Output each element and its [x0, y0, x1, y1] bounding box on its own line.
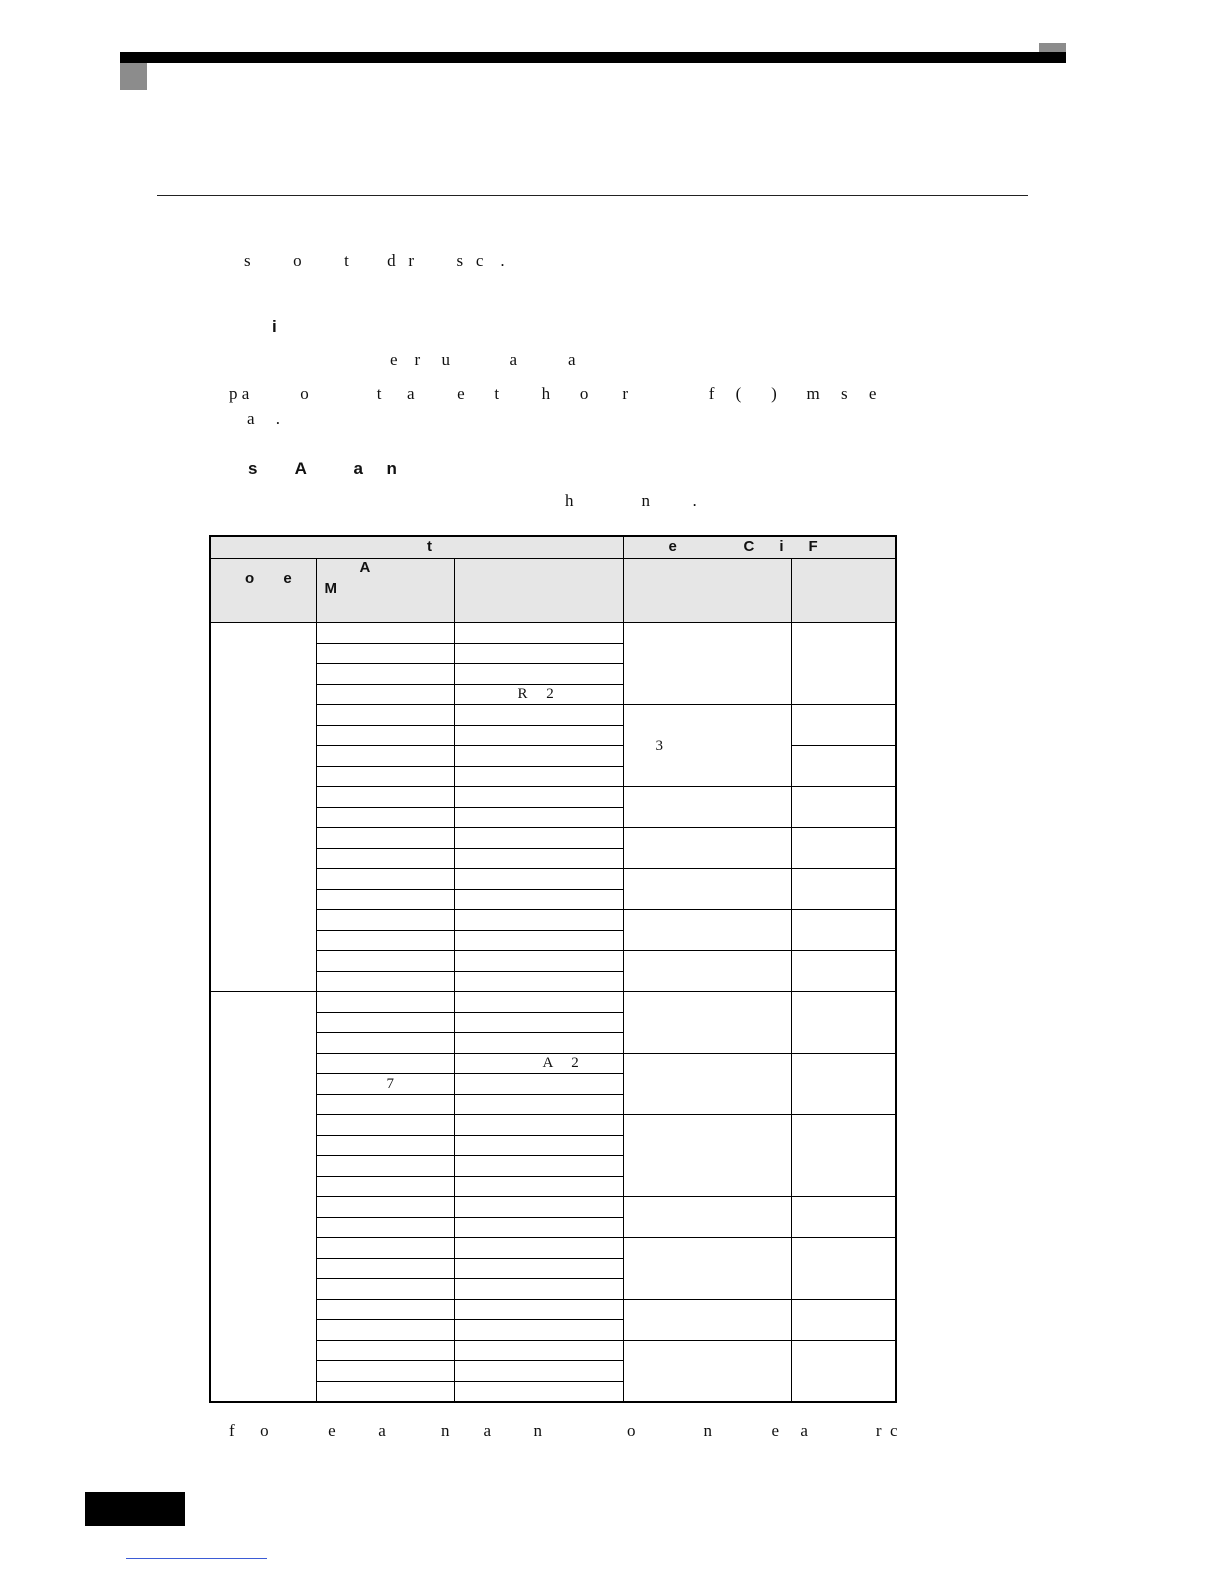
- table-cell: [316, 1053, 454, 1074]
- table-cell: [454, 971, 623, 992]
- table-cell: [791, 951, 896, 992]
- table-cell: [454, 725, 623, 746]
- table-cell: [454, 1299, 623, 1320]
- table-cell: [454, 951, 623, 972]
- table-cell: [316, 787, 454, 808]
- table-cell: [316, 1094, 454, 1115]
- table-cell: [791, 910, 896, 951]
- paragraph-2-line-2: p a o t a e t h o r f ( ) m s e: [229, 384, 877, 403]
- table-cell: [316, 1340, 454, 1361]
- table-cell: [454, 1381, 623, 1402]
- table-cell: [623, 1299, 791, 1340]
- table-cell: [316, 1238, 454, 1259]
- table-cell: [454, 787, 623, 808]
- table-cell: [454, 807, 623, 828]
- table-cell: [316, 1217, 454, 1238]
- table-cell: [316, 705, 454, 726]
- table-cell: [316, 1033, 454, 1054]
- table-cell: [316, 1361, 454, 1382]
- page-number-block: [85, 1492, 185, 1526]
- table-cell: [791, 1053, 896, 1115]
- corner-tab-top-left: [120, 63, 147, 90]
- table-cell: [623, 828, 791, 869]
- table-cell: [454, 705, 623, 726]
- table-cell: [454, 910, 623, 931]
- table-cell: [454, 1361, 623, 1382]
- table-cell: [316, 1299, 454, 1320]
- table-cell: [316, 766, 454, 787]
- table-cell: [316, 746, 454, 767]
- table-cell: [791, 1340, 896, 1402]
- table-footnote: f o e a n a n o n e a r c: [229, 1421, 898, 1440]
- table-cell: [623, 951, 791, 992]
- table-cell: [454, 930, 623, 951]
- table-cell: [316, 848, 454, 869]
- table-cell: [791, 992, 896, 1054]
- table-cell: [623, 623, 791, 705]
- paragraph-3: h n .: [565, 491, 697, 510]
- table-cell: [454, 848, 623, 869]
- table-cell-text: R 2: [517, 686, 554, 703]
- table-cell: [454, 1115, 623, 1136]
- section-heading-2: s A a n: [248, 459, 397, 478]
- table-row: [210, 623, 896, 644]
- table-cell: [316, 828, 454, 849]
- table-cell: [454, 1074, 623, 1095]
- paragraph-2-line-3: a .: [247, 409, 281, 428]
- table-cell-text: 3: [655, 737, 663, 754]
- section-divider: [157, 195, 1028, 196]
- table-cell: [454, 1033, 623, 1054]
- table-cell: [316, 1156, 454, 1177]
- section-heading-1: i: [272, 317, 277, 336]
- table-cell: [791, 828, 896, 869]
- table-cell: [316, 992, 454, 1013]
- table-cell: [316, 889, 454, 910]
- table-header-group-right: e C i F: [623, 536, 896, 559]
- header-bar: [120, 52, 1066, 63]
- table-cell: [316, 1197, 454, 1218]
- table-cell: [454, 1094, 623, 1115]
- table-cell: [454, 1012, 623, 1033]
- table-cell: [454, 889, 623, 910]
- table-row: [210, 992, 896, 1013]
- table-cell: [454, 746, 623, 767]
- table-cell: [791, 746, 896, 787]
- column-header-3: [454, 559, 623, 623]
- table-cell: [454, 643, 623, 664]
- table-cell-text: A 2: [542, 1055, 579, 1072]
- table-cell: [454, 992, 623, 1013]
- table-cell: [623, 1238, 791, 1300]
- intro-paragraph: s o t d r s c .: [244, 251, 505, 270]
- table-cell: [454, 1320, 623, 1341]
- column-header-1: o e: [210, 559, 316, 623]
- table-cell: [791, 705, 896, 746]
- table-cell: [454, 1197, 623, 1218]
- table-cell: [316, 910, 454, 931]
- table-cell: [791, 1197, 896, 1238]
- table-cell: [454, 766, 623, 787]
- table-cell: [623, 992, 791, 1054]
- table-cell: [454, 1156, 623, 1177]
- group-cell-2: [210, 992, 316, 1402]
- column-header-4: [623, 559, 791, 623]
- table-cell: [316, 971, 454, 992]
- column-header-2: A M: [316, 559, 454, 623]
- table-cell: [454, 1279, 623, 1300]
- table-cell: [791, 787, 896, 828]
- table-cell: [316, 664, 454, 685]
- table-cell: [623, 1115, 791, 1197]
- table-cell: [316, 643, 454, 664]
- table-cell: [316, 1320, 454, 1341]
- table-cell: [791, 1115, 896, 1197]
- table-cell: [316, 725, 454, 746]
- corner-tab-top-right: [1039, 43, 1066, 52]
- table-cell: [454, 1176, 623, 1197]
- table-cell: [454, 1238, 623, 1259]
- table-cell: [316, 1074, 454, 1095]
- column-header-5: [791, 559, 896, 623]
- table-cell: [791, 1299, 896, 1340]
- table-cell-text: 7: [386, 1075, 394, 1092]
- table-cell: [454, 664, 623, 685]
- table-cell: [454, 1340, 623, 1361]
- footer-link-underline: [126, 1558, 267, 1559]
- table-cell: [623, 869, 791, 910]
- table-cell: [316, 1176, 454, 1197]
- table-cell: [623, 1197, 791, 1238]
- table-cell: [454, 1135, 623, 1156]
- table-cell: [454, 684, 623, 705]
- table-cell: [791, 869, 896, 910]
- table-cell: [316, 951, 454, 972]
- table-cell: [454, 828, 623, 849]
- table-cell: [316, 1381, 454, 1402]
- specification-table: [209, 535, 897, 1403]
- table-cell: [623, 787, 791, 828]
- group-cell-1: [210, 623, 316, 992]
- table-cell: [623, 1053, 791, 1115]
- table-cell: [454, 1053, 623, 1074]
- table-cell: [791, 1238, 896, 1300]
- paragraph-2-line-1: e r u a a: [390, 350, 576, 369]
- table-cell: [454, 1258, 623, 1279]
- table-cell: [316, 930, 454, 951]
- table-cell: [454, 1217, 623, 1238]
- table-cell: [623, 705, 791, 787]
- table-cell: [316, 1279, 454, 1300]
- table-cell: [791, 623, 896, 705]
- table-cell: [454, 623, 623, 644]
- table-header-group-left: t: [210, 536, 623, 559]
- table-cell: [316, 869, 454, 890]
- table-cell: [454, 869, 623, 890]
- table-cell: [316, 1258, 454, 1279]
- table-cell: [623, 1340, 791, 1402]
- table-cell: [316, 807, 454, 828]
- table-cell: [316, 1012, 454, 1033]
- table-cell: [316, 1135, 454, 1156]
- table-cell: [316, 1115, 454, 1136]
- table-cell: [316, 623, 454, 644]
- table-cell: [623, 910, 791, 951]
- table-cell: [316, 684, 454, 705]
